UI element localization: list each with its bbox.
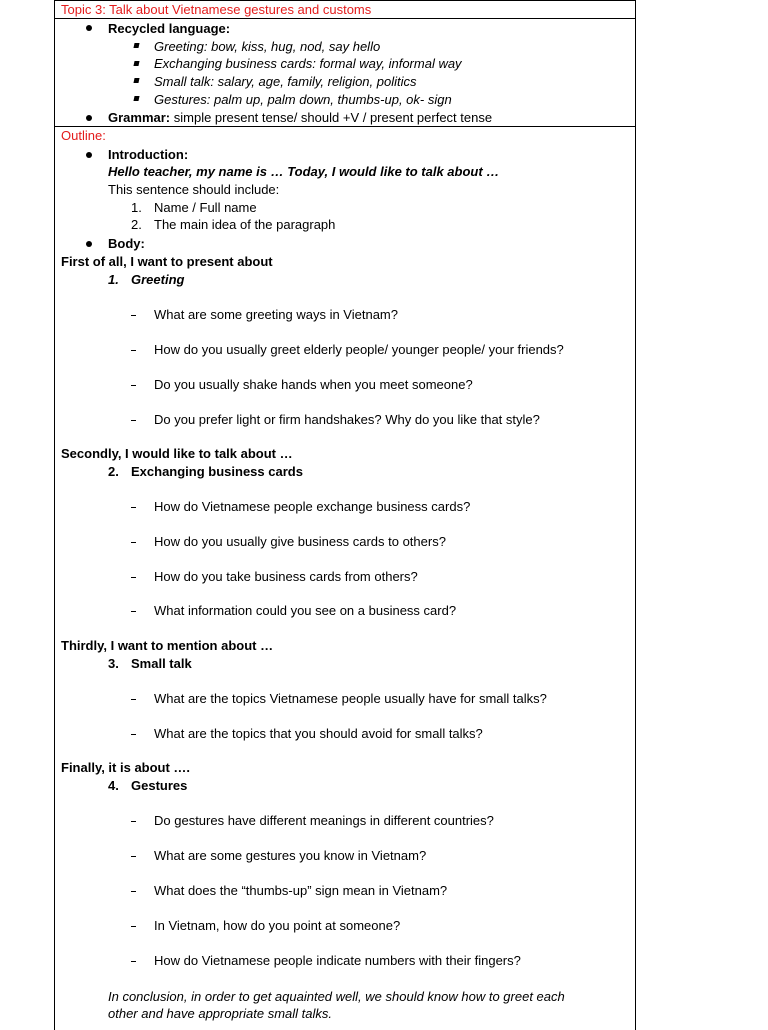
section-number: 1. (108, 272, 119, 287)
dash-bullet-icon (131, 961, 136, 962)
square-bullet-icon (133, 96, 139, 101)
include-item: The main idea of the paragraph (154, 217, 336, 232)
intro-sentence: Hello teacher, my name is … Today, I would like to talk about … (108, 164, 500, 179)
section-title: Greeting (131, 272, 185, 287)
section-lead: First of all, I want to present about (61, 254, 273, 269)
bullet-icon (86, 115, 92, 121)
square-bullet-icon (133, 78, 139, 83)
recycled-item: Gestures: palm up, palm down, thumbs-up, ok- sign (154, 92, 452, 107)
conclusion-line: In conclusion, in order to get aquainted well, we should know how to greet each (108, 989, 565, 1004)
table-divider-2 (54, 126, 636, 127)
table-divider-1 (54, 18, 636, 19)
section-number: 3. (108, 656, 119, 671)
dash-bullet-icon (131, 542, 136, 543)
question-item: What are the topics that you should avoid for small talks? (154, 726, 483, 741)
question-item: How do you usually greet elderly people/ younger people/ your friends? (154, 342, 564, 357)
section-lead: Finally, it is about …. (61, 760, 191, 775)
section-lead: Secondly, I would like to talk about … (61, 446, 293, 461)
recycled-item: Exchanging business cards: formal way, informal way (154, 56, 462, 71)
dash-bullet-icon (131, 821, 136, 822)
question-item: How do Vietnamese people exchange business cards? (154, 499, 471, 514)
question-item: Do you prefer light or firm handshakes? Why do you like that style? (154, 412, 540, 427)
question-item: How do you usually give business cards to others? (154, 534, 446, 549)
outline-label: Outline: (61, 128, 106, 143)
dash-bullet-icon (131, 507, 136, 508)
dash-bullet-icon (131, 699, 136, 700)
section-number: 4. (108, 778, 119, 793)
section-lead: Thirdly, I want to mention about … (61, 638, 274, 653)
question-item: What are some greeting ways in Vietnam? (154, 307, 398, 322)
question-item: Do gestures have different meanings in different countries? (154, 813, 494, 828)
bullet-icon (86, 241, 92, 247)
square-bullet-icon (133, 43, 139, 48)
question-item: How do Vietnamese people indicate numbers with their fingers? (154, 953, 521, 968)
section-title: Gestures (131, 778, 188, 793)
dash-bullet-icon (131, 577, 136, 578)
dash-bullet-icon (131, 734, 136, 735)
section-title: Small talk (131, 656, 192, 671)
dash-bullet-icon (131, 350, 136, 351)
question-item: Do you usually shake hands when you meet someone? (154, 377, 473, 392)
topic-title: Topic 3: Talk about Vietnamese gestures and customs (61, 2, 372, 17)
dash-bullet-icon (131, 420, 136, 421)
dash-bullet-icon (131, 856, 136, 857)
recycled-language-label: Recycled language: (108, 21, 231, 36)
recycled-item: Greeting: bow, kiss, hug, nod, say hello (154, 39, 381, 54)
include-number: 2. (131, 217, 142, 232)
body-label: Body: (108, 236, 145, 251)
section-title: Exchanging business cards (131, 464, 303, 479)
introduction-label: Introduction: (108, 147, 189, 162)
question-item: What are some gestures you know in Vietnam? (154, 848, 427, 863)
include-text: This sentence should include: (108, 182, 280, 197)
grammar-line (108, 109, 492, 126)
bullet-icon (86, 25, 92, 31)
dash-bullet-icon (131, 611, 136, 612)
square-bullet-icon (133, 61, 139, 66)
dash-bullet-icon (131, 891, 136, 892)
bullet-icon (86, 152, 92, 158)
recycled-item: Small talk: salary, age, family, religion, politics (154, 74, 417, 89)
dash-bullet-icon (131, 385, 136, 386)
question-item: What information could you see on a business card? (154, 603, 457, 618)
conclusion-line: other and have appropriate small talks. (108, 1006, 333, 1021)
dash-bullet-icon (131, 926, 136, 927)
include-item: Name / Full name (154, 200, 257, 215)
question-item: In Vietnam, how do you point at someone? (154, 918, 401, 933)
include-number: 1. (131, 200, 142, 215)
dash-bullet-icon (131, 315, 136, 316)
grammar-label: Grammar: (108, 110, 171, 125)
question-item: How do you take business cards from others? (154, 569, 418, 584)
grammar-text: simple present tense/ should +V / present perfect tense (170, 110, 493, 125)
question-item: What does the “thumbs-up” sign mean in Vietnam? (154, 883, 448, 898)
question-item: What are the topics Vietnamese people usually have for small talks? (154, 691, 547, 706)
section-number: 2. (108, 464, 119, 479)
